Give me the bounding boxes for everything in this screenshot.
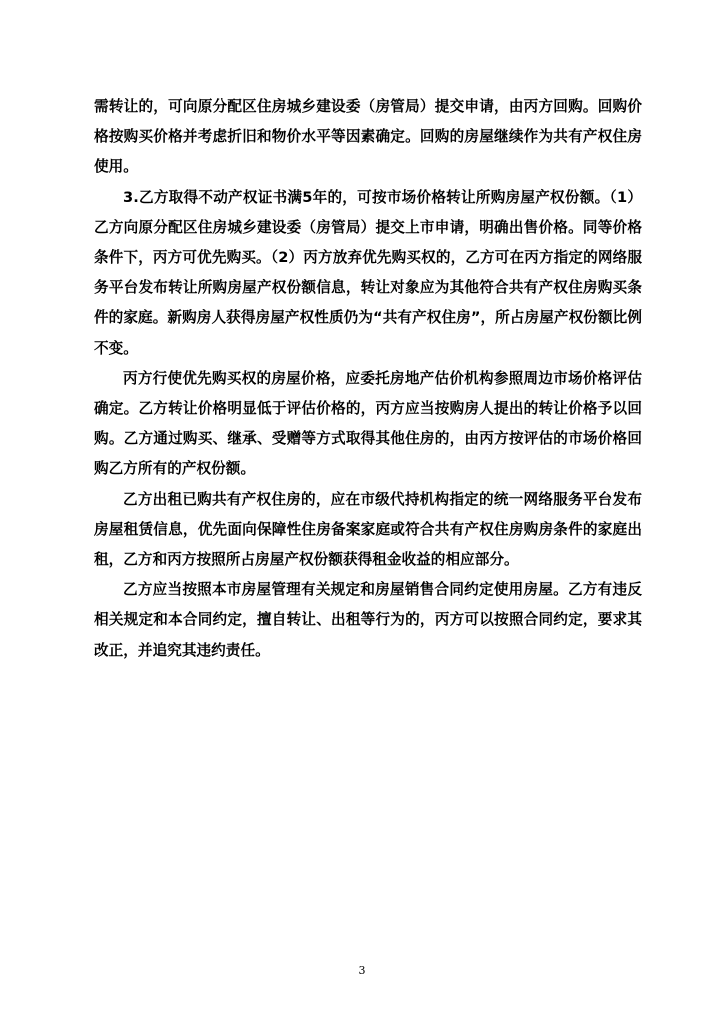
paragraph-usage-obligations: 乙方应当按照本市房屋管理有关规定和房屋销售合同约定使用房屋。乙方有违反相关规定和本合同约定，擅自转让、出租等行为的，丙方可以按照合同约定，要求其改正，并追究其违约责任。	[94, 581, 642, 659]
paragraph-rental: 乙方出租已购共有产权住房的，应在市级代持机构指定的统一网络服务平台发布房屋租赁信息，优先面向保障性住房备案家庭或符合共有产权住房购房条件的家庭出租，乙方和丙方按照所占房屋产权份额获得租金收益的相应部分。	[94, 490, 642, 569]
paragraph-preemptive-price: 丙方行使优先购买权的房屋价格，应委托房地产估价机构参照周边市场价格评估确定。乙方转让价格明显低于评估价格的，丙方应当按购房人提出的转让价格予以回购。乙方通过购买、继承、受赠等方式取得其他住房的，由丙方按评估的市场价格回购乙方所有的产权份额。	[94, 369, 642, 478]
document-body	[94, 92, 642, 666]
paragraph-market-transfer: 3.乙方取得不动产权证书满5年的，可按市场价格转让所购房屋产权份额。（1）乙方向原分配区住房城乡建设委（房管局）提交上市申请，明确出售价格。同等价格条件下，丙方可优先购买。（2）丙方放弃优先购买权的，乙方可在丙方指定的网络服务平台发布转让所购房屋产权份额信息，转让对象应为其他符合共有产权住房购买条件的家庭。新购房人获得房屋产权性质仍为“共有产权住房”，所占房屋产权份额比例不变。	[94, 188, 642, 357]
paragraph-repurchase-continued: 需转让的，可向原分配区住房城乡建设委（房管局）提交申请，由丙方回购。回购价格按购买价格并考虑折旧和物价水平等因素确定。回购的房屋继续作为共有产权住房使用。	[94, 98, 642, 176]
page-number: 3	[358, 964, 366, 977]
